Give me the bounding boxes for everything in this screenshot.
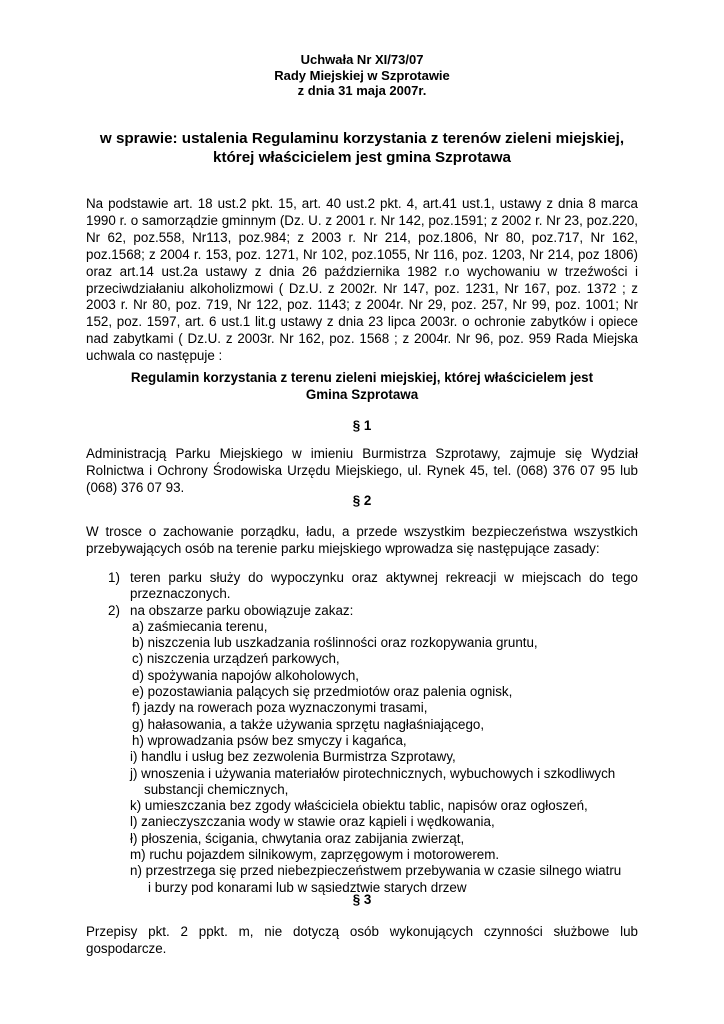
list-item: a) zaśmiecania terenu, — [132, 618, 268, 634]
list-item: n) przestrzega się przed niebezpieczeństwem przebywania w czasie silnego wiatru — [130, 863, 622, 879]
subject-line-1: w sprawie: ustalenia Regulaminu korzystania z terenów zieleni miejskiej, — [99, 130, 625, 147]
list-item: c) niszczenia urządzeń parkowych, — [132, 651, 340, 667]
list-item: ł) płoszenia, ścigania, chwytania oraz zabijania zwierząt, — [130, 830, 465, 846]
regulation-title-line-1: Regulamin korzystania z terenu zieleni miejskiej, której właścicielem jest — [130, 370, 594, 385]
list-item — [108, 570, 638, 603]
list-item: m) ruchu pojazdem silnikowym, zaprzęgowym i motorowerem. — [130, 847, 500, 863]
list-item: l) zanieczyszczania wody w stawie oraz kąpieli i wędkowania, — [130, 814, 495, 830]
list-item: d) spożywania napojów alkoholowych, — [132, 667, 360, 683]
prohibitions-list — [130, 619, 638, 896]
section-3-text: Przepisy pkt. 2 ppkt. m, nie dotyczą osób wykonujących czynności służbowe lub gospodarcze. — [86, 924, 638, 956]
list-item: g) hałasowania, a także używania sprzętu nagłaśniającego, — [132, 716, 485, 732]
list-item-text: na obszarze parku obowiązuje zakaz: — [130, 602, 354, 618]
list-item — [108, 603, 638, 896]
regulation-title-line-2: Gmina Szprotawa — [305, 386, 419, 402]
council-name: Rady Miejskiej w Szprotawie — [274, 67, 450, 83]
rules-list — [108, 570, 638, 896]
resolution-number: Uchwała Nr XI/73/07 — [300, 52, 424, 67]
resolution-header — [0, 52, 724, 99]
list-item-continuation: i burzy pod konarami lub w sąsiedztwie starych drzew — [148, 879, 467, 895]
list-item: e) pozostawiania palących się przedmiotów oraz palenia ognisk, — [132, 684, 513, 700]
regulation-title — [86, 370, 638, 403]
resolution-subject — [60, 129, 664, 167]
subject-line-2: której właścicielem jest gmina Szprotawa — [213, 149, 511, 166]
list-item: j) wnoszenia i używania materiałów pirotechnicznych, wybuchowych i szkodliwych — [130, 765, 616, 781]
list-item: b) niszczenia lub uszkadzania roślinności oraz rozkopywania gruntu, — [132, 635, 538, 651]
section-1-label: § 1 — [352, 418, 372, 433]
section-2-label: § 2 — [352, 493, 372, 508]
list-item-number: 2) — [108, 602, 120, 618]
preamble-paragraph: Na podstawie art. 18 ust.2 pkt. 15, art. 40 ust.2 pkt. 4, art.41 ust.1, ustawy z dnia 8 marca 1990 r. o samorządzie gminnym (Dz. U. z 2001 r. Nr 142, poz.1591; z 2002 r. Nr 23, poz.220, Nr 62, poz.558, Nr113, poz.984; z 2003 r. Nr 214, poz.1806, Nr 80, poz.717, Nr 162, poz.1568; z 2004 r. 153, poz. 1271, Nr 102, poz.1055, Nr 116, poz. 1203, Nr 214, poz 1806) oraz art.14 ust.2a ustawy z dnia 26 października 1982 r.o wychowaniu w trzeźwości i przeciwdziałaniu alkoholizmowi ( Dz.U. z 2002r. Nr 147, poz. 1231, Nr 167, poz. 1372 ; z 2003 r. Nr 80, poz. 719, Nr 122, poz. 1143; z 2004r. Nr 29, poz. 257, Nr 99, poz. 1001; Nr 152, poz. 1597, art. 6 ust.1 lit.g ustawy z dnia 23 lipca 2003r. o ochronie zabytków i opiece nad zabytkami ( Dz.U. z 2003r. Nr 162, poz. 1568 ; z 2004r. Nr 96, poz. 959 Rada Miejska uchwala co następuje : — [86, 196, 638, 364]
list-item-text: teren parku służy do wypoczynku oraz aktywnej rekreacji w miejscach do tego przeznaczonych. — [130, 570, 638, 602]
list-item: k) umieszczania bez zgody właściciela obiektu tablic, napisów oraz ogłoszeń, — [130, 798, 588, 814]
list-item-continuation: substancji chemicznych, — [144, 781, 289, 797]
list-item: i) handlu i usług bez zezwolenia Burmistrza Szprotawy, — [130, 749, 456, 765]
list-item-number: 1) — [108, 570, 120, 585]
section-2-intro: W trosce o zachowanie porządku, ładu, a przede wszystkim bezpieczeństwa wszystkich przebywających osób na terenie parku miejskiego wprowadza się następujące zasady: — [86, 524, 638, 556]
list-item: h) wprowadzania psów bez smyczy i kagańca, — [132, 732, 407, 748]
list-item: f) jazdy na rowerach poza wyznaczonymi trasami, — [132, 700, 428, 716]
section-1-text: Administracją Parku Miejskiego w imieniu Burmistrza Szprotawy, zajmuje się Wydział Rolnictwa i Ochrony Środowiska Urzędu Miejskiego, ul. Rynek 45, tel. (068) 376 07 95 lub (068) 376 07 93. — [86, 446, 638, 495]
section-3-label: § 3 — [352, 892, 372, 907]
resolution-date: z dnia 31 maja 2007r. — [297, 83, 427, 98]
